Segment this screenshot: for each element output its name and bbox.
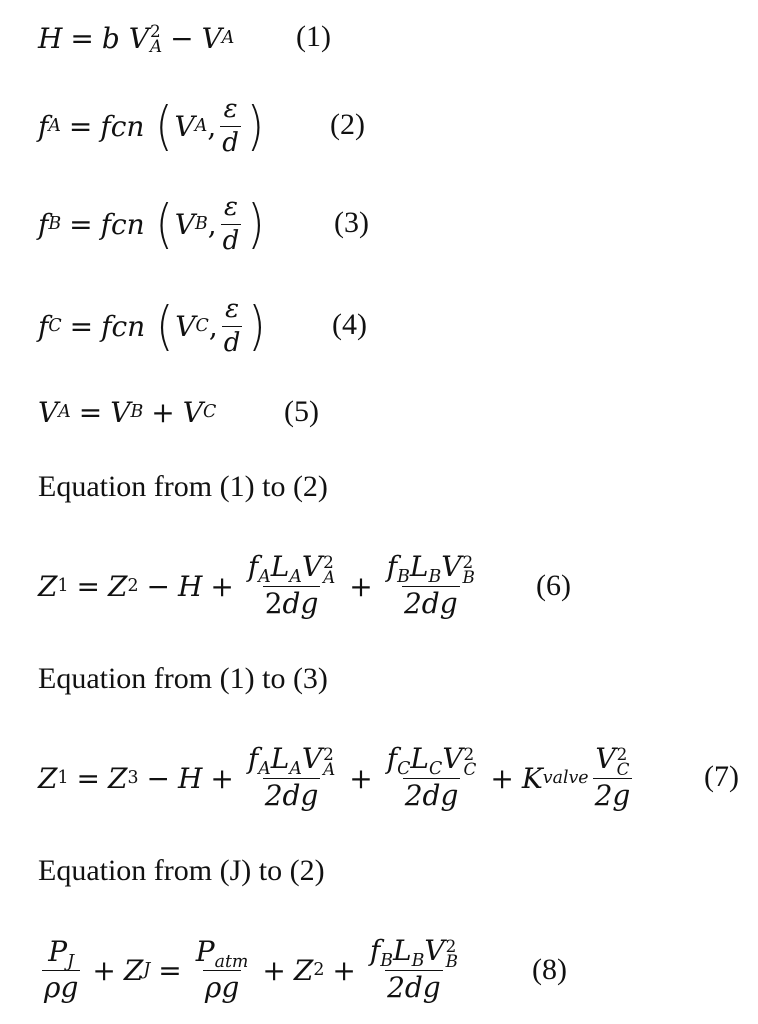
equation-5: V A = V B + V C bbox=[38, 395, 217, 429]
equation-6: Z 1 = Z 2 − H + $f_AL_AV$ 2 A 2dg + $f_BL_BV$ 2 B 2dg bbox=[38, 550, 475, 620]
equation-8: $\frac{P_J}{\rho g}$ + Z J = $\frac{P_{atm}}{\rho g}$ + Z 2 + $f_BL_BV$ 2 B 2dg bbox=[44, 934, 458, 1004]
equation-7: Z 1 = Z 3 − H + $f_AL_AV$ 2 A 2dg + $f_CL_CV$ 2 C 2dg + K valve V 2 C 2g bbox=[38, 742, 631, 812]
section-text-1-to-2: Equation from (1) to (2) bbox=[38, 470, 328, 503]
equation-number-5: (5) bbox=[284, 395, 319, 428]
equation-number-1: (1) bbox=[296, 20, 331, 53]
equation-1: H = b V 2 A − V A bbox=[38, 20, 235, 56]
equation-number-2: (2) bbox=[330, 108, 365, 141]
equation-number-7: (7) bbox=[704, 760, 739, 793]
section-text-1-to-3: Equation from (1) to (3) bbox=[38, 662, 328, 695]
equation-number-3: (3) bbox=[334, 206, 369, 239]
equation-number-4: (4) bbox=[332, 308, 367, 341]
equation-number-6: (6) bbox=[536, 569, 571, 602]
equation-4: f C = fcn ( V C , $\frac{\varepsilon}{d}$ ) bbox=[38, 293, 266, 358]
section-text-J-to-2: Equation from (J) to (2) bbox=[38, 854, 325, 887]
equation-3: f B = fcn ( V B , $\frac{\varepsilon}{d}$ ) bbox=[38, 191, 265, 256]
equation-number-8: (8) bbox=[532, 953, 567, 986]
equation-2: f A = fcn ( V A , $\frac{\varepsilon}{d}$ ) bbox=[38, 93, 265, 158]
